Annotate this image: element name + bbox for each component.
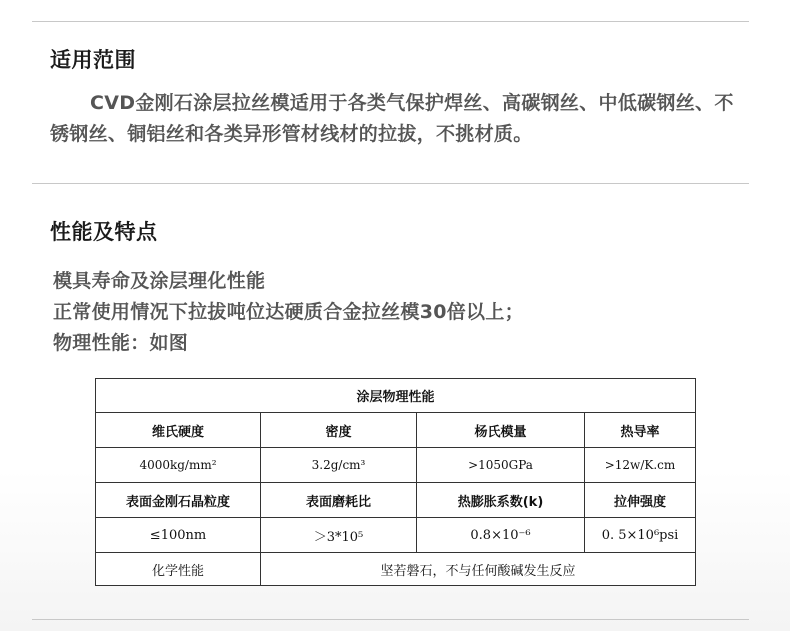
value-cell: 3.2g/cm³: [261, 448, 417, 483]
feature-line-3: 物理性能：如图: [53, 332, 189, 354]
scope-paragraph: [50, 88, 750, 150]
table-value-row: [96, 448, 696, 483]
value-cell: ≤100nm: [96, 518, 261, 553]
header-cell: 热膨胀系数(k): [417, 483, 585, 518]
value-cell: 4000kg/mm²: [96, 448, 261, 483]
chem-label-cell: 化学性能: [96, 553, 261, 586]
header-cell: 表面磨耗比: [261, 483, 417, 518]
bottom-divider: [32, 619, 749, 620]
table-value-row: [96, 518, 696, 553]
header-cell: 表面金刚石晶粒度: [96, 483, 261, 518]
table-title: 涂层物理性能: [96, 379, 696, 413]
header-cell: 拉伸强度: [585, 483, 696, 518]
physical-properties-table: [95, 378, 696, 586]
header-cell: 杨氏模量: [417, 413, 585, 448]
header-cell: 热导率: [585, 413, 696, 448]
table-chemistry-row: [96, 553, 696, 586]
value-cell: 0.8×10⁻⁶: [417, 518, 585, 553]
table-header-row: [96, 413, 696, 448]
table-title-row: [96, 379, 696, 413]
value-cell: >12w/K.cm: [585, 448, 696, 483]
scope-text: CVD金刚石涂层拉丝模适用于各类气保护焊丝、高碳钢丝、中低碳钢丝、不锈钢丝、铜铝丝和各类异形管材线材的拉拔，不挑材质。: [50, 92, 734, 145]
section-heading-scope: 适用范围: [50, 48, 136, 72]
value-cell: 0. 5×10⁶psi: [585, 518, 696, 553]
header-cell: 密度: [261, 413, 417, 448]
chem-value-cell: 坚若磐石，不与任何酸碱发生反应: [261, 553, 696, 586]
section-heading-features: 性能及特点: [50, 220, 158, 244]
value-cell: >1050GPa: [417, 448, 585, 483]
top-divider: [32, 21, 749, 22]
value-cell: ＞3*10⁵: [261, 518, 417, 553]
feature-line-2: 正常使用情况下拉拔吨位达硬质合金拉丝模30倍以上；: [53, 301, 524, 323]
feature-line-1: 模具寿命及涂层理化性能: [53, 270, 266, 292]
table-header-row: [96, 483, 696, 518]
header-cell: 维氏硬度: [96, 413, 261, 448]
middle-divider: [32, 183, 749, 184]
